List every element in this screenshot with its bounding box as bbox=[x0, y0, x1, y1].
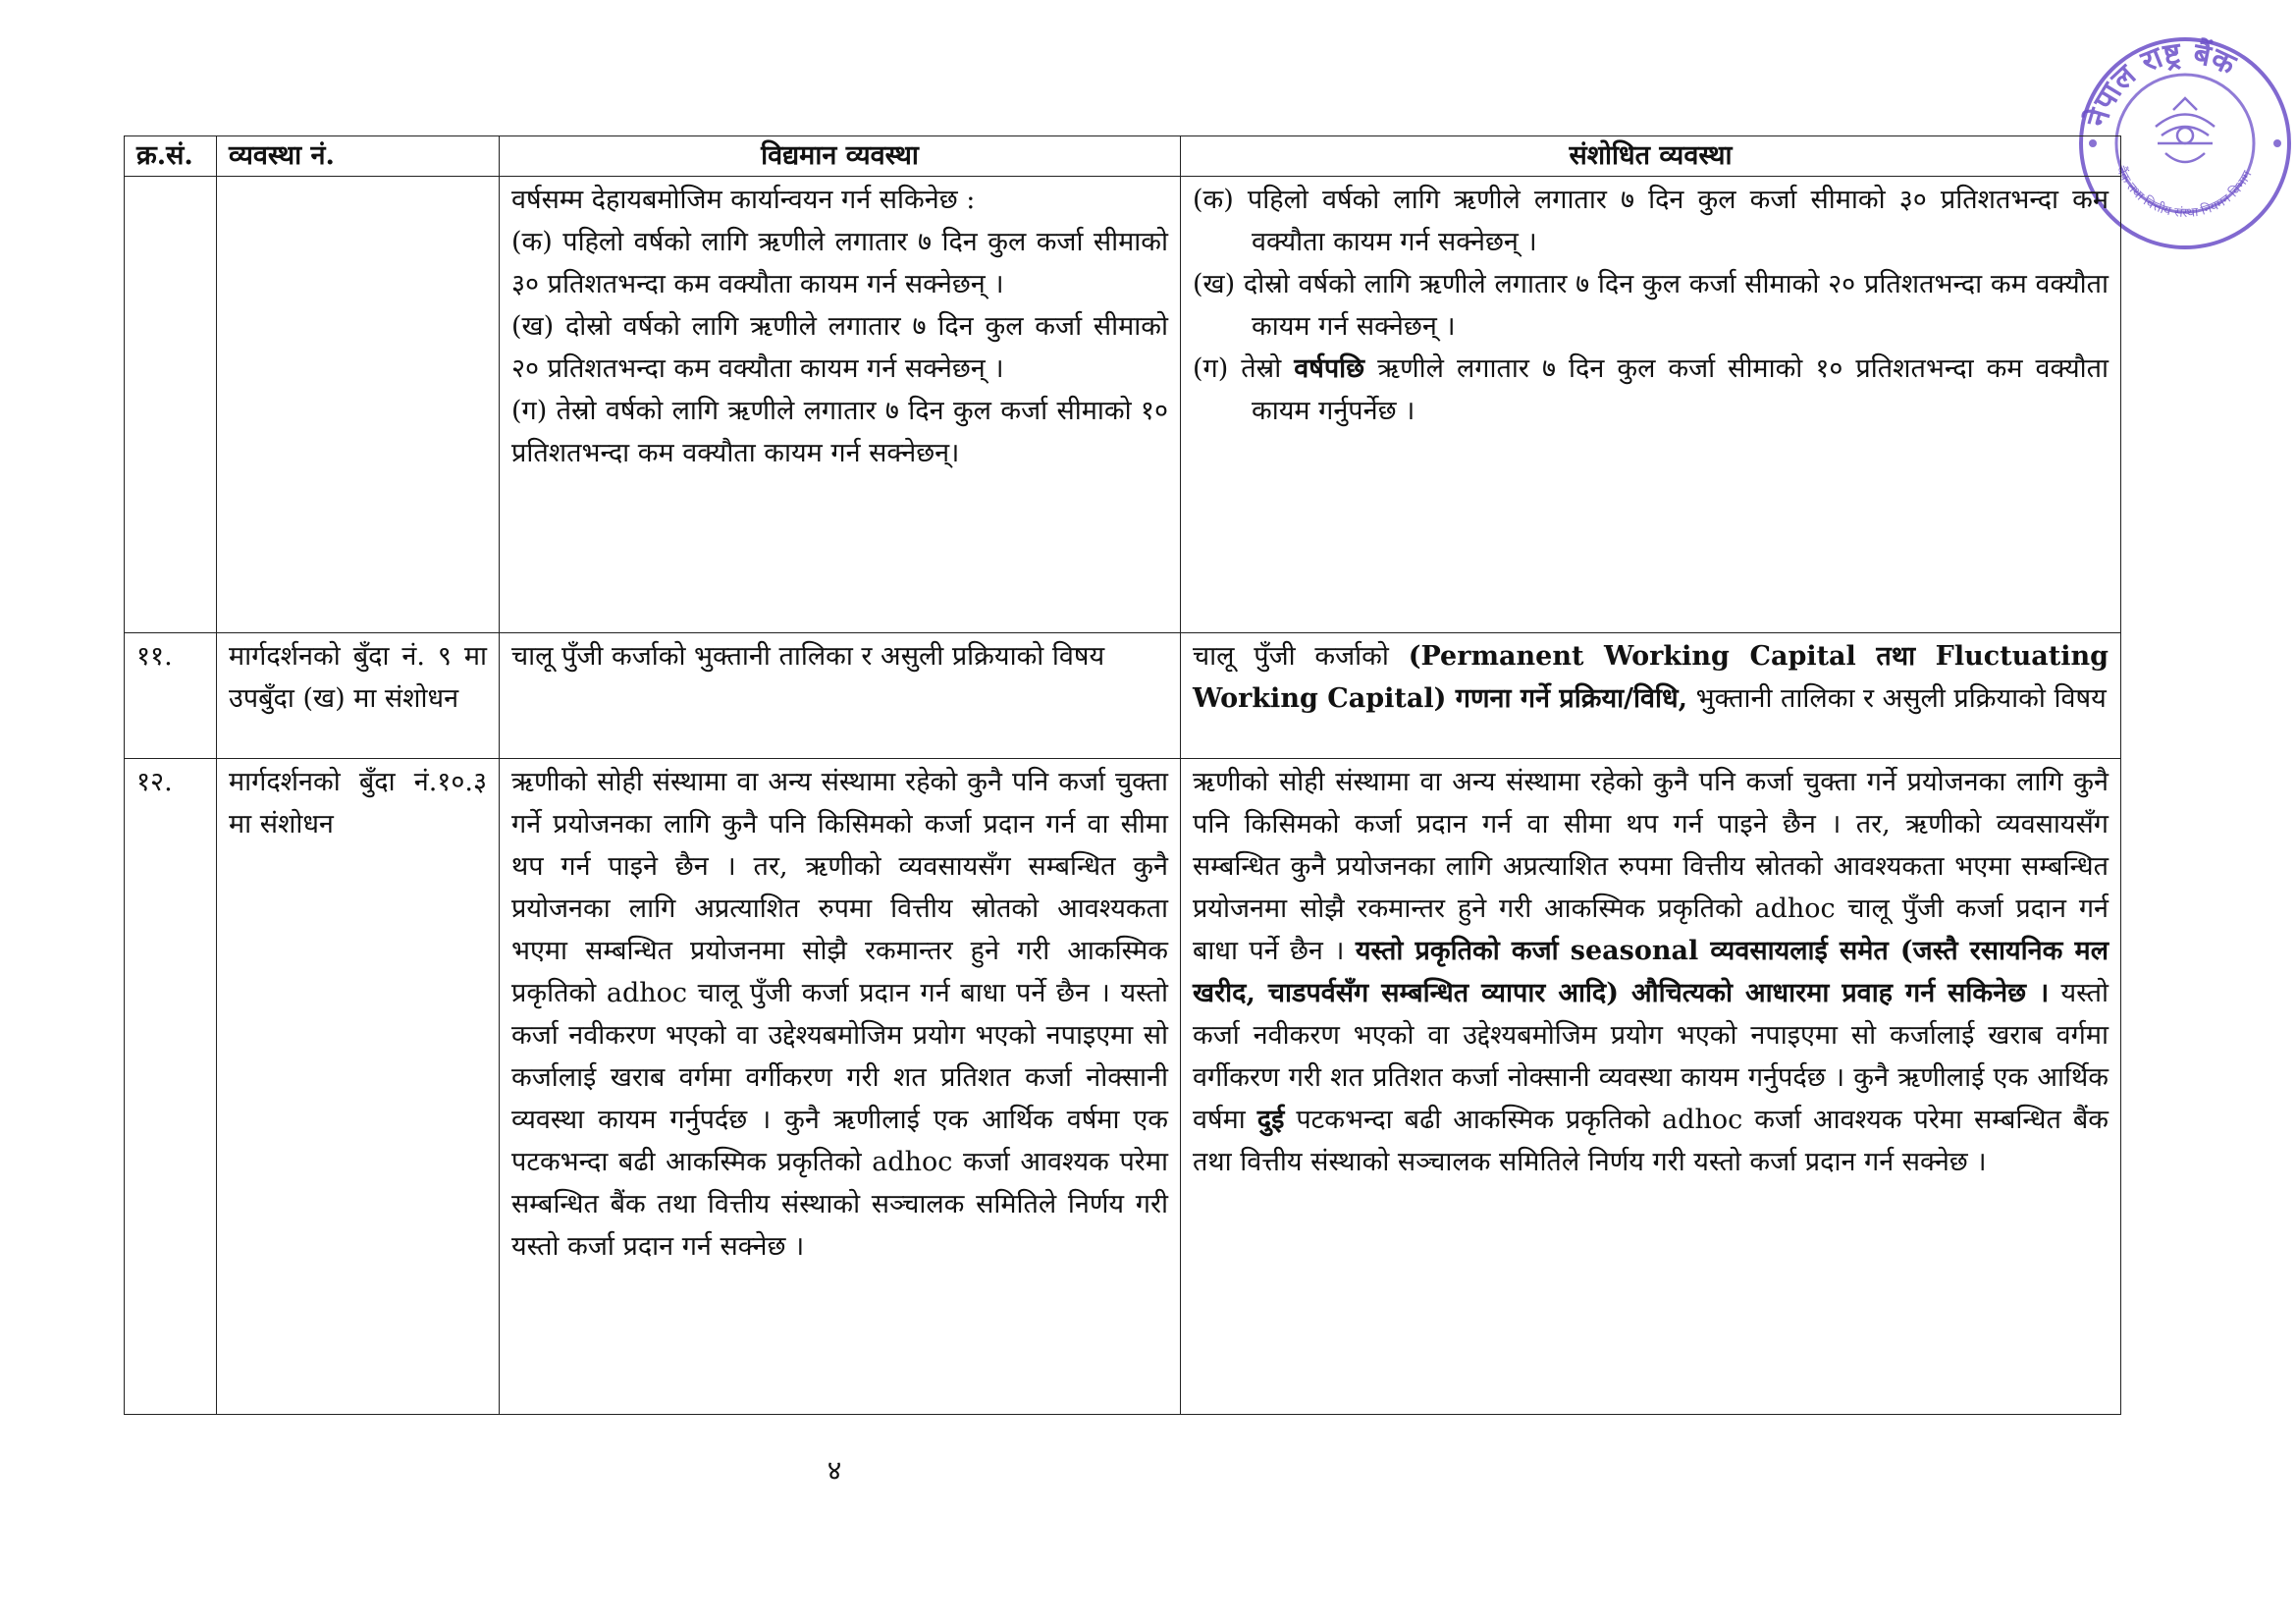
row11-provision: मार्गदर्शनको बुँदा नं. ९ मा उपबुँदा (ख) मा संशोधन bbox=[217, 633, 500, 759]
row11-amended: चालू पुँजी कर्जाको (Permanent Working Capital तथा Fluctuating Working Capital) गणना गर्ने प्रक्रिया/विधि, भुक्तानी तालिका र असुली प्रक्रियाको विषय bbox=[1181, 633, 2121, 759]
page-number: ४ bbox=[827, 1454, 842, 1487]
header-existing: विद्यमान व्यवस्था bbox=[500, 136, 1181, 177]
row0-amended bbox=[1181, 177, 2121, 633]
existing-item-ga: (ग) तेस्रो वर्षको लागि ऋणीले लगातार ७ दिन कुल कर्जा सीमाको १० प्रतिशतभन्दा कम वक्यौता कायम गर्न सक्नेछन्। bbox=[511, 396, 1168, 468]
row12-serial: १२. bbox=[125, 759, 217, 1415]
amended-item-kha: (ख) दोस्रो वर्षको लागि ऋणीले लगातार ७ दिन कुल कर्जा सीमाको २० प्रतिशतभन्दा कम वक्यौता कायम गर्न सक्नेछन् । bbox=[1193, 269, 2109, 342]
row11-serial: ११. bbox=[125, 633, 217, 759]
header-amended: संशोधित व्यवस्था bbox=[1181, 136, 2121, 177]
row12-amended-bold: यस्तो प्रकृतिको कर्जा seasonal व्यवसायलाई समेत (जस्तै रसायनिक मल खरीद, चाडपर्वसँग सम्बन्धित व्यापार आदि) औचित्यको आधारमा प्रवाह गर्न सकिनेछ । bbox=[1193, 936, 2109, 1008]
amendment-table bbox=[124, 135, 2121, 1415]
table-header-row bbox=[125, 136, 2121, 177]
table-row bbox=[125, 177, 2121, 633]
amended-item-ga-bold: वर्षपछि bbox=[1294, 353, 1365, 384]
existing-intro: वर्षसम्म देहायबमोजिम कार्यान्वयन गर्न सकिनेछ : bbox=[511, 185, 976, 215]
row12-amended: ऋणीको सोही संस्थामा वा अन्य संस्थामा रहेको कुनै पनि कर्जा चुक्ता गर्ने प्रयोजनका लागि कुनै पनि किसिमको कर्जा प्रदान गर्न वा सीमा थप गर्न पाइने छैन । तर, ऋणीको व्यवसायसँग सम्बन्धित कुनै प्रयोजनका लागि अप्रत्याशित रुपमा वित्तीय स्रोतको आवश्यकता भएमा सम्बन्धित प्रयोजनमा सोझै रकमान्तर हुने गरी आकस्मिक प्रकृतिको adhoc चालू पुँजी कर्जा प्रदान गर्न बाधा पर्ने छैन । यस्तो प्रकृतिको कर्जा seasonal व्यवसायलाई समेत (जस्तै रसायनिक मल खरीद, चाडपर्वसँग सम्बन्धित व्यापार आदि) औचित्यको आधारमा प्रवाह गर्न सकिनेछ । यस्तो कर्जा नवीकरण भएको वा उद्देश्यबमोजिम प्रयोग भएको नपाइएमा सो कर्जालाई खराब वर्गमा वर्गीकरण गरी शत प्रतिशत कर्जा नोक्सानी व्यवस्था कायम गर्नुपर्दछ । कुनै ऋणीलाई एक आर्थिक वर्षमा दुई पटकभन्दा बढी आकस्मिक प्रकृतिको adhoc कर्जा आवश्यक परेमा सम्बन्धित बैंक तथा वित्तीय संस्थाको सञ्चालक समितिले निर्णय गरी यस्तो कर्जा प्रदान गर्न सक्नेछ । bbox=[1181, 759, 2121, 1415]
seal-inner-text: बैंक तथा वित्तीय संस्था नियमन विभाग bbox=[2112, 164, 2256, 222]
header-serial: क्र.सं. bbox=[125, 136, 217, 177]
row11-existing: चालू पुँजी कर्जाको भुक्तानी तालिका र असुली प्रक्रियाको विषय bbox=[500, 633, 1181, 759]
row0-provision bbox=[217, 177, 500, 633]
seal-text: नेपाल राष्ट्र बैंक bbox=[2080, 35, 2241, 131]
existing-item-ka: (क) पहिलो वर्षको लागि ऋणीले लगातार ७ दिन कुल कर्जा सीमाको ३० प्रतिशतभन्दा कम वक्यौता कायम गर्न सक्नेछन् । bbox=[511, 227, 1168, 299]
header-provision-no: व्यवस्था नं. bbox=[217, 136, 500, 177]
existing-item-kha: (ख) दोस्रो वर्षको लागि ऋणीले लगातार ७ दिन कुल कर्जा सीमाको २० प्रतिशतभन्दा कम वक्यौता कायम गर्न सक्नेछन् । bbox=[511, 311, 1168, 384]
svg-text:बैंक तथा वित्तीय संस्था नियमन bbox=[2112, 164, 2255, 221]
row0-serial bbox=[125, 177, 217, 633]
table-row bbox=[125, 759, 2121, 1415]
table-row bbox=[125, 633, 2121, 759]
amended-item-ga: (ग) तेस्रो वर्षपछि ऋणीले लगातार ७ दिन कुल कर्जा सीमाको १० प्रतिशतभन्दा कम वक्यौता कायम गर्नुपर्नेछ । bbox=[1193, 353, 2109, 426]
row12-existing: ऋणीको सोही संस्थामा वा अन्य संस्थामा रहेको कुनै पनि कर्जा चुक्ता गर्ने प्रयोजनका लागि कुनै पनि किसिमको कर्जा प्रदान गर्न वा सीमा थप गर्न पाइने छैन । तर, ऋणीको व्यवसायसँग सम्बन्धित कुनै प्रयोजनका लागि अप्रत्याशित रुपमा वित्तीय स्रोतको आवश्यकता भएमा सम्बन्धित प्रयोजनमा सोझै रकमान्तर हुने गरी आकस्मिक प्रकृतिको adhoc चालू पुँजी कर्जा प्रदान गर्न बाधा पर्ने छैन । यस्तो कर्जा नवीकरण भएको वा उद्देश्यबमोजिम प्रयोग भएको नपाइएमा सो कर्जालाई खराब वर्गमा वर्गीकरण गरी शत प्रतिशत कर्जा नोक्सानी व्यवस्था कायम गर्नुपर्दछ । कुनै ऋणीलाई एक आर्थिक वर्षमा एक पटकभन्दा बढी आकस्मिक प्रकृतिको adhoc कर्जा आवश्यक परेमा सम्बन्धित बैंक तथा वित्तीय संस्थाको सञ्चालक समितिले निर्णय गरी यस्तो कर्जा प्रदान गर्न सक्नेछ । bbox=[500, 759, 1181, 1415]
row0-existing bbox=[500, 177, 1181, 633]
row12-provision: मार्गदर्शनको बुँदा नं.१०.३ मा संशोधन bbox=[217, 759, 500, 1415]
row11-amended-bold: (Permanent Working Capital तथा Fluctuating Working Capital) गणना गर्ने प्रक्रिया/विधि, bbox=[1193, 641, 2109, 714]
amended-item-ka: (क) पहिलो वर्षको लागि ऋणीले लगातार ७ दिन कुल कर्जा सीमाको ३० प्रतिशतभन्दा कम वक्यौता कायम गर्न सक्नेछन् । bbox=[1193, 185, 2109, 257]
row12-amended-bold-dui: दुई bbox=[1256, 1105, 1285, 1135]
